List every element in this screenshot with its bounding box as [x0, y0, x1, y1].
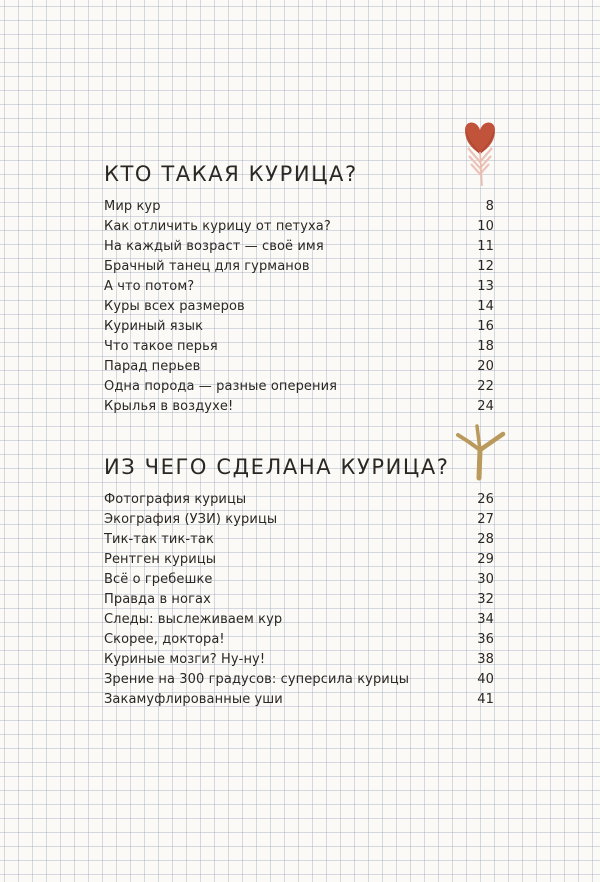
- toc-entry[interactable]: [104, 650, 494, 670]
- toc-entry[interactable]: [104, 397, 494, 417]
- toc-entry[interactable]: [104, 217, 494, 237]
- toc-entry-page: 41: [477, 692, 494, 707]
- toc-entry[interactable]: [104, 197, 494, 217]
- toc-entry[interactable]: [104, 297, 494, 317]
- toc-entry-page: 36: [477, 632, 494, 647]
- toc-entry-title: Парад перьев: [104, 359, 201, 374]
- toc-entry-page: 30: [477, 572, 494, 587]
- toc-entry[interactable]: [104, 337, 494, 357]
- toc-entry[interactable]: [104, 570, 494, 590]
- toc-entry-title: Что такое перья: [104, 339, 218, 354]
- toc-entry[interactable]: [104, 257, 494, 277]
- toc-entry-title: На каждый возраст — своё имя: [104, 239, 324, 254]
- toc-entry-title: Фотография курицы: [104, 492, 247, 507]
- toc-list: [104, 490, 494, 710]
- toc-entry-title: Как отличить курицу от петуха?: [104, 219, 331, 234]
- toc-entry-page: 27: [477, 512, 494, 527]
- toc-section-chicken: [104, 161, 494, 417]
- toc-entry-title: Следы: выслеживаем кур: [104, 612, 283, 627]
- toc-entry-title: Экография (УЗИ) курицы: [104, 512, 278, 527]
- toc-entry-page: 22: [477, 379, 494, 394]
- toc-entry-page: 29: [477, 552, 494, 567]
- toc-entry[interactable]: [104, 277, 494, 297]
- toc-entry-title: Всё о гребешке: [104, 572, 213, 587]
- toc-entry[interactable]: [104, 630, 494, 650]
- toc-entry[interactable]: [104, 610, 494, 630]
- toc-list: [104, 197, 494, 417]
- toc-entry-title: Куры всех размеров: [104, 299, 245, 314]
- toc-entry-page: 20: [477, 359, 494, 374]
- toc-entry-page: 40: [477, 672, 494, 687]
- toc-entry-title: Зрение на 300 градусов: суперсила курицы: [104, 672, 410, 687]
- toc-entry-page: 8: [485, 199, 494, 214]
- toc-entry-page: 32: [477, 592, 494, 607]
- toc-entry-title: Правда в ногах: [104, 592, 211, 607]
- toc-entry-title: Закамуфлированные уши: [104, 692, 283, 707]
- toc-entry-page: 26: [477, 492, 494, 507]
- toc-entry-page: 16: [477, 319, 494, 334]
- toc-entry-page: 28: [477, 532, 494, 547]
- toc-entry-title: Рентген курицы: [104, 552, 217, 567]
- toc-entry-title: Куриные мозги? Ну-ну!: [104, 652, 266, 667]
- toc-entry[interactable]: [104, 377, 494, 397]
- toc-entry-page: 18: [477, 339, 494, 354]
- toc-entry-title: Одна порода — разные оперения: [104, 379, 338, 394]
- toc-entry[interactable]: [104, 317, 494, 337]
- toc-entry-page: 34: [477, 612, 494, 627]
- toc-entry[interactable]: [104, 590, 494, 610]
- toc-entry[interactable]: [104, 690, 494, 710]
- section-title: КТО ТАКАЯ КУРИЦА?: [104, 162, 358, 186]
- toc-entry-title: А что потом?: [104, 279, 195, 294]
- toc-entry-page: 14: [477, 299, 494, 314]
- toc-entry-page: 24: [477, 399, 494, 414]
- toc-entry-page: 10: [477, 219, 494, 234]
- toc-entry[interactable]: [104, 550, 494, 570]
- toc-entry[interactable]: [104, 237, 494, 257]
- section-title: ИЗ ЧЕГО СДЕЛАНА КУРИЦА?: [104, 455, 450, 479]
- toc-entry-page: 38: [477, 652, 494, 667]
- toc-entry[interactable]: [104, 357, 494, 377]
- toc-entry-title: Крылья в воздухе!: [104, 399, 234, 414]
- toc-entry-title: Тик-так тик-так: [104, 532, 214, 547]
- toc-entry-page: 11: [477, 239, 494, 254]
- toc-entry[interactable]: [104, 510, 494, 530]
- toc-entry-title: Мир кур: [104, 199, 161, 214]
- toc-entry-title: Брачный танец для гурманов: [104, 259, 310, 274]
- toc-entry-title: Скорее, доктора!: [104, 632, 225, 647]
- toc-entry-title: Куриный язык: [104, 319, 204, 334]
- toc-entry-page: 13: [477, 279, 494, 294]
- toc-entry[interactable]: [104, 530, 494, 550]
- toc-entry[interactable]: [104, 670, 494, 690]
- toc-entry-page: 12: [477, 259, 494, 274]
- toc-section-anatomy: [104, 454, 494, 710]
- toc-entry[interactable]: [104, 490, 494, 510]
